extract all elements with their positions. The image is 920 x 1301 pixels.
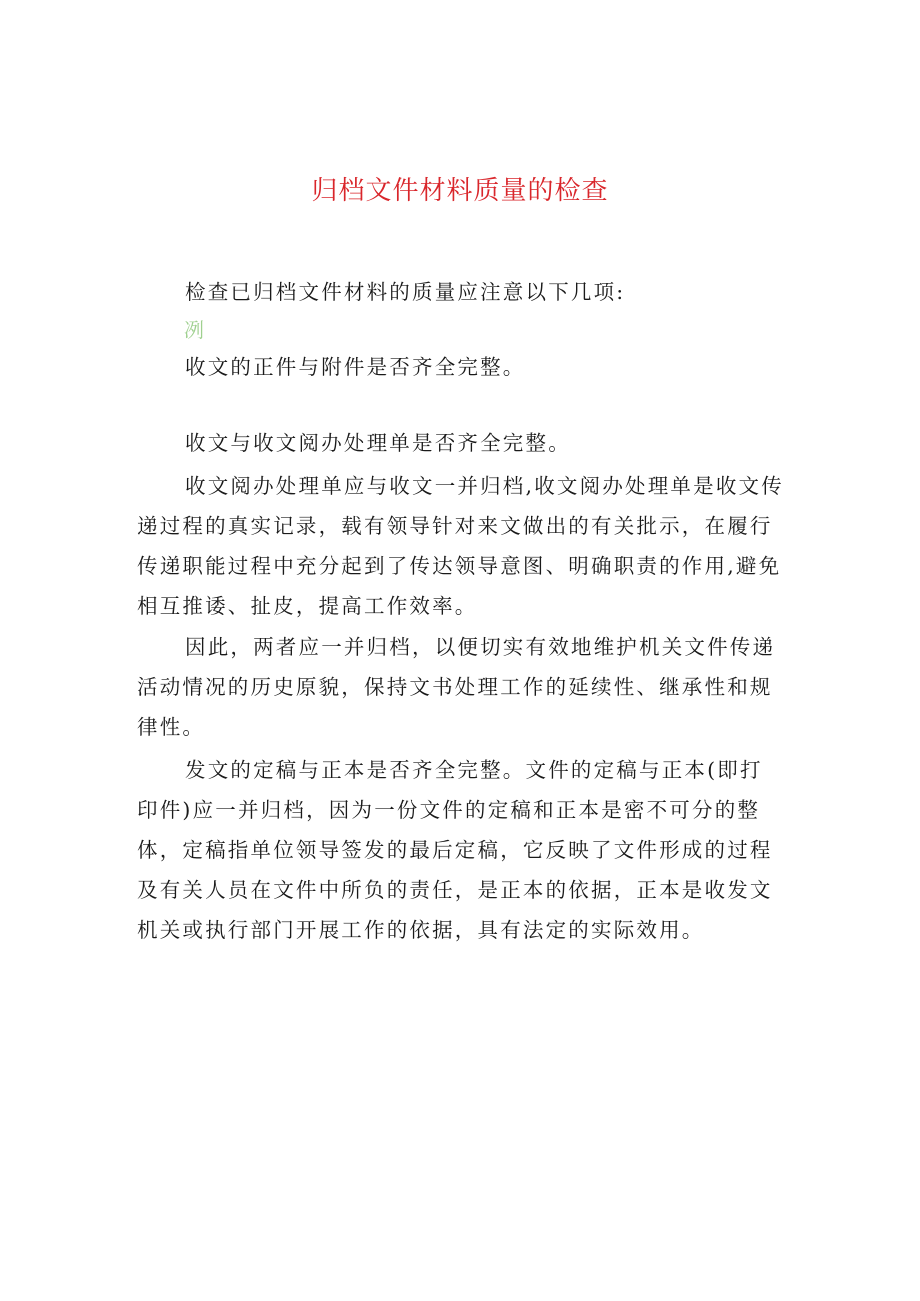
- faint-mark: 冽: [184, 318, 204, 342]
- paragraph-3: 收文阅办处理单应与收文一并归档,收文阅办处理单是收文传递过程的真实记录，载有领导针对来文做出的有关批示，在履行传递职能过程中充分起到了传达领导意图、明确职责的作用,避免相互推诿、扯皮，提高工作效率。: [137, 474, 784, 618]
- paragraph-4: 因此，两者应一并归档，以便切实有效地维护机关文件传递活动情况的历史原貌，保持文书处理工作的延续性、继承性和规律性。: [137, 635, 776, 739]
- paragraph-5: 发文的定稿与正本是否齐全完整。文件的定稿与正本(即打印件)应一并归档，因为一份文件的定稿和正本是密不可分的整体，定稿指单位领导签发的最后定稿，它反映了文件形成的过程及有关人员在文件中所负的责任，是正本的依据，正本是收发文机关或执行部门开展工作的依据，具有法定的实际效用。: [137, 758, 773, 942]
- paragraph-2: 收文与收文阅办处理单是否齐全完整。: [185, 431, 571, 455]
- paragraph-1: 收文的正件与附件是否齐全完整。: [185, 355, 526, 379]
- intro-line: 检查已归档文件材料的质量应注意以下几项:: [185, 280, 626, 304]
- document-title: 归档文件材料质量的检查: [311, 176, 609, 206]
